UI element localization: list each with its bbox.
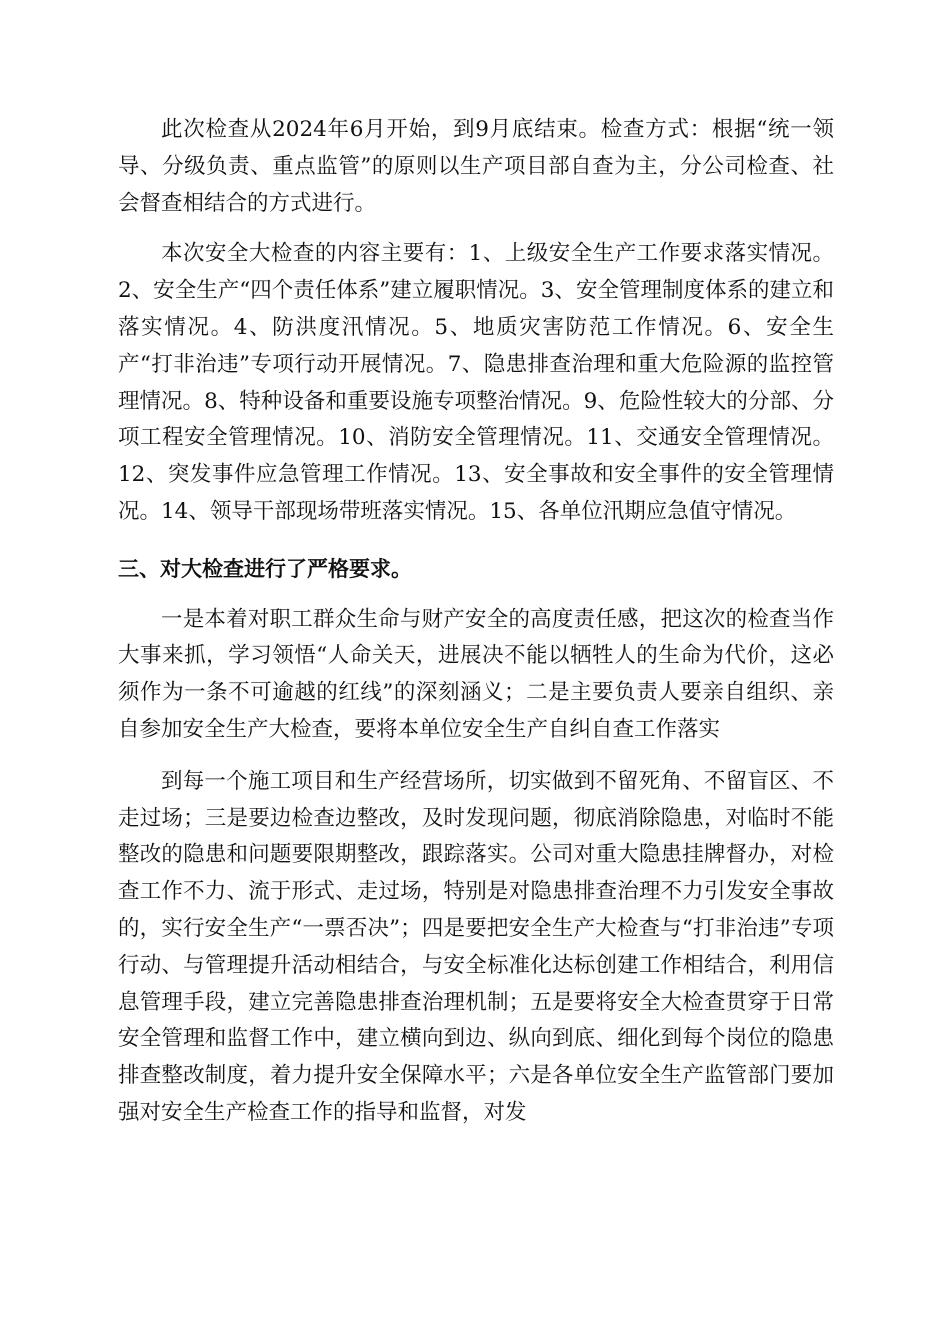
paragraph-inspection-period: 此次检查从2024年6月开始，到9月底结束。检查方式：根据“统一领导、分级负责、重点监管”的原则以生产项目部自查为主，分公司检查、社会督查相结合的方式进行。 (118, 117, 834, 216)
section-heading: 三、对大检查进行了严格要求。 (118, 556, 412, 581)
paragraph-inspection-content: 本次安全大检查的内容主要有：1、上级安全生产工作要求落实情况。2、安全生产“四个责任体系”建立履职情况。3、安全管理制度体系的建立和落实情况。4、防洪度汛情况。5、地质灾害防范工作情况。6、安全生产“打非治违”专项行动开展情况。7、隐患排查治理和重大危险源的监控管理情况。8、特种设备和重要设施专项整治情况。9、危险性较大的分部、分项工程安全管理情况。10、消防安全管理情况。11、交通安全管理情况。12、突发事件应急管理工作情况。13、安全事故和安全事件的安全管理情况。14、领导干部现场带班落实情况。15、各单位汛期应急值守情况。 (118, 241, 834, 524)
paragraph-requirements-2: 到每一个施工项目和生产经营场所，切实做到不留死角、不留盲区、不走过场；三是要边检查边整改，及时发现问题，彻底消除隐患，对临时不能整改的隐患和问题要限期整改，跟踪落实。公司对重大隐患挂牌督办，对检查工作不力、流于形式、走过场，特别是对隐患排查治理不力引发安全事故的，实行安全生产“一票否决”；四是要把安全生产大检查与“打非治违”专项行动、与管理提升活动相结合，与安全标准化达标创建工作相结合，利用信息管理手段，建立完善隐患排查治理机制；五是要将安全大检查贯穿于日常安全管理和监督工作中，建立横向到边、纵向到底、细化到每个岗位的隐患排查整改制度，着力提升安全保障水平；六是各单位安全生产监管部门要加强对安全生产检查工作的指导和监督，对发 (118, 768, 834, 1125)
paragraph-requirements-1: 一是本着对职工群众生命与财产安全的高度责任感，把这次的检查当作大事来抓，学习领悟“人命关天，进展决不能以牺牲人的生命为代价，这必须作为一条不可逾越的红线”的深刻涵义；二是主要负责人要亲自组织、亲自参加安全生产大检查，要将本单位安全生产自纠自查工作落实 (118, 606, 834, 742)
document-page (118, 112, 834, 1132)
